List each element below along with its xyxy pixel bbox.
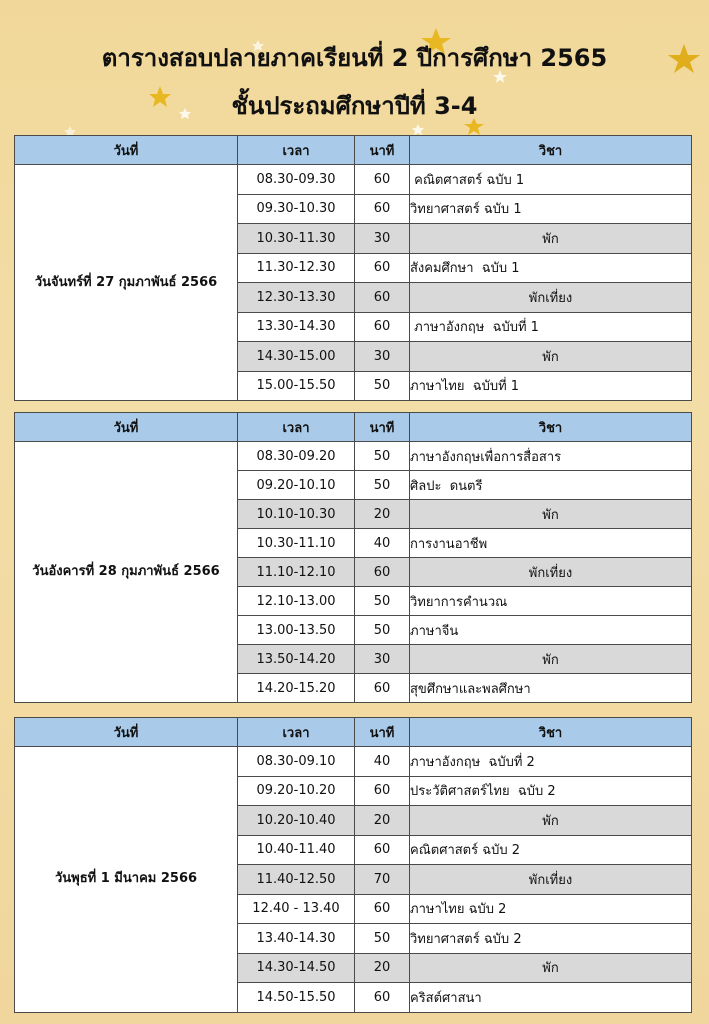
page-title: ตารางสอบปลายภาคเรียนที่ 2 ปีการศึกษา 2565 bbox=[101, 44, 608, 72]
minutes-cell: 60 bbox=[355, 253, 410, 283]
minutes-cell: 30 bbox=[355, 645, 410, 674]
minutes-cell: 60 bbox=[355, 194, 410, 224]
subject-cell: สังคมศึกษา ฉบับ 1 bbox=[410, 253, 692, 283]
time-cell: 08.30-09.10 bbox=[238, 747, 355, 777]
time-cell: 11.10-12.10 bbox=[238, 558, 355, 587]
header-subject: วิชา bbox=[410, 136, 692, 165]
time-cell: 10.30-11.10 bbox=[238, 529, 355, 558]
subject-cell: วิทยาศาสตร์ ฉบับ 2 bbox=[410, 924, 692, 954]
time-cell: 14.30-14.50 bbox=[238, 953, 355, 983]
exam-date: วันอังคารที่ 28 กุมภาพันธ์ 2566 bbox=[15, 442, 238, 703]
time-cell: 11.30-12.30 bbox=[238, 253, 355, 283]
exam-date: วันพุธที่ 1 มีนาคม 2566 bbox=[15, 747, 238, 1013]
subject-cell: การงานอาชีพ bbox=[410, 529, 692, 558]
minutes-cell: 60 bbox=[355, 165, 410, 195]
table-header-row bbox=[15, 413, 692, 442]
table-row bbox=[15, 165, 692, 195]
minutes-cell: 50 bbox=[355, 924, 410, 954]
time-cell: 10.10-10.30 bbox=[238, 500, 355, 529]
table-header-row bbox=[15, 136, 692, 165]
subject-cell: คณิตศาสตร์ ฉบับ 1 bbox=[410, 165, 692, 195]
subject-cell: สุขศึกษาและพลศึกษา bbox=[410, 674, 692, 703]
minutes-cell: 50 bbox=[355, 587, 410, 616]
star-icon bbox=[412, 124, 424, 135]
header-minutes: นาที bbox=[355, 718, 410, 747]
time-cell: 13.30-14.30 bbox=[238, 312, 355, 342]
subject-cell: ประวัติศาสตร์ไทย ฉบับ 2 bbox=[410, 776, 692, 806]
subject-cell: ภาษาอังกฤษเพื่อการสื่อสาร bbox=[410, 442, 692, 471]
break-cell: พัก bbox=[410, 224, 692, 254]
table-row bbox=[15, 442, 692, 471]
break-cell: พักเที่ยง bbox=[410, 283, 692, 313]
time-cell: 13.00-13.50 bbox=[238, 616, 355, 645]
minutes-cell: 20 bbox=[355, 953, 410, 983]
subject-cell: คณิตศาสตร์ ฉบับ 2 bbox=[410, 835, 692, 865]
minutes-cell: 50 bbox=[355, 471, 410, 500]
time-cell: 14.30-15.00 bbox=[238, 342, 355, 372]
minutes-cell: 30 bbox=[355, 342, 410, 372]
time-cell: 14.50-15.50 bbox=[238, 983, 355, 1013]
time-cell: 10.40-11.40 bbox=[238, 835, 355, 865]
time-cell: 09.30-10.30 bbox=[238, 194, 355, 224]
time-cell: 09.20-10.10 bbox=[238, 471, 355, 500]
break-cell: พัก bbox=[410, 645, 692, 674]
minutes-cell: 50 bbox=[355, 616, 410, 645]
page-subtitle: ชั้นประถมศึกษาปีที่ 3-4 bbox=[231, 92, 478, 120]
exam-date: วันจันทร์ที่ 27 กุมภาพันธ์ 2566 bbox=[15, 165, 238, 401]
time-cell: 12.30-13.30 bbox=[238, 283, 355, 313]
header-subject: วิชา bbox=[410, 413, 692, 442]
time-cell: 15.00-15.50 bbox=[238, 371, 355, 401]
minutes-cell: 40 bbox=[355, 747, 410, 777]
header-date: วันที่ bbox=[15, 413, 238, 442]
header-date: วันที่ bbox=[15, 136, 238, 165]
subject-cell: ภาษาอังกฤษ ฉบับที่ 1 bbox=[410, 312, 692, 342]
break-cell: พักเที่ยง bbox=[410, 558, 692, 587]
header-time: เวลา bbox=[238, 718, 355, 747]
time-cell: 12.10-13.00 bbox=[238, 587, 355, 616]
subject-cell: ภาษาจีน bbox=[410, 616, 692, 645]
time-cell: 08.30-09.20 bbox=[238, 442, 355, 471]
minutes-cell: 60 bbox=[355, 776, 410, 806]
time-cell: 10.30-11.30 bbox=[238, 224, 355, 254]
break-cell: พักเที่ยง bbox=[410, 865, 692, 895]
subject-cell: คริสต์ศาสนา bbox=[410, 983, 692, 1013]
subject-cell: ภาษาไทย ฉบับที่ 1 bbox=[410, 371, 692, 401]
minutes-cell: 50 bbox=[355, 371, 410, 401]
minutes-cell: 40 bbox=[355, 529, 410, 558]
minutes-cell: 60 bbox=[355, 674, 410, 703]
header-minutes: นาที bbox=[355, 136, 410, 165]
time-cell: 10.20-10.40 bbox=[238, 806, 355, 836]
minutes-cell: 50 bbox=[355, 442, 410, 471]
minutes-cell: 60 bbox=[355, 558, 410, 587]
subject-cell: วิทยาศาสตร์ ฉบับ 1 bbox=[410, 194, 692, 224]
break-cell: พัก bbox=[410, 953, 692, 983]
minutes-cell: 60 bbox=[355, 894, 410, 924]
break-cell: พัก bbox=[410, 806, 692, 836]
time-cell: 09.20-10.20 bbox=[238, 776, 355, 806]
schedule-table-day-1 bbox=[14, 135, 692, 401]
schedule-table-day-3 bbox=[14, 717, 692, 1013]
time-cell: 14.20-15.20 bbox=[238, 674, 355, 703]
header-minutes: นาที bbox=[355, 413, 410, 442]
minutes-cell: 20 bbox=[355, 806, 410, 836]
table-row bbox=[15, 747, 692, 777]
minutes-cell: 60 bbox=[355, 312, 410, 342]
table-header-row bbox=[15, 718, 692, 747]
subject-cell: ศิลปะ ดนตรี bbox=[410, 471, 692, 500]
break-cell: พัก bbox=[410, 500, 692, 529]
schedule-table-day-2 bbox=[14, 412, 692, 703]
subject-cell: ภาษาอังกฤษ ฉบับที่ 2 bbox=[410, 747, 692, 777]
subject-cell: ภาษาไทย ฉบับ 2 bbox=[410, 894, 692, 924]
break-cell: พัก bbox=[410, 342, 692, 372]
minutes-cell: 60 bbox=[355, 283, 410, 313]
time-cell: 13.40-14.30 bbox=[238, 924, 355, 954]
time-cell: 08.30-09.30 bbox=[238, 165, 355, 195]
minutes-cell: 60 bbox=[355, 983, 410, 1013]
minutes-cell: 30 bbox=[355, 224, 410, 254]
minutes-cell: 70 bbox=[355, 865, 410, 895]
time-cell: 11.40-12.50 bbox=[238, 865, 355, 895]
header-subject: วิชา bbox=[410, 718, 692, 747]
minutes-cell: 60 bbox=[355, 835, 410, 865]
time-cell: 12.40 - 13.40 bbox=[238, 894, 355, 924]
header-time: เวลา bbox=[238, 413, 355, 442]
subject-cell: วิทยาการคำนวณ bbox=[410, 587, 692, 616]
header-time: เวลา bbox=[238, 136, 355, 165]
minutes-cell: 20 bbox=[355, 500, 410, 529]
time-cell: 13.50-14.20 bbox=[238, 645, 355, 674]
header-date: วันที่ bbox=[15, 718, 238, 747]
